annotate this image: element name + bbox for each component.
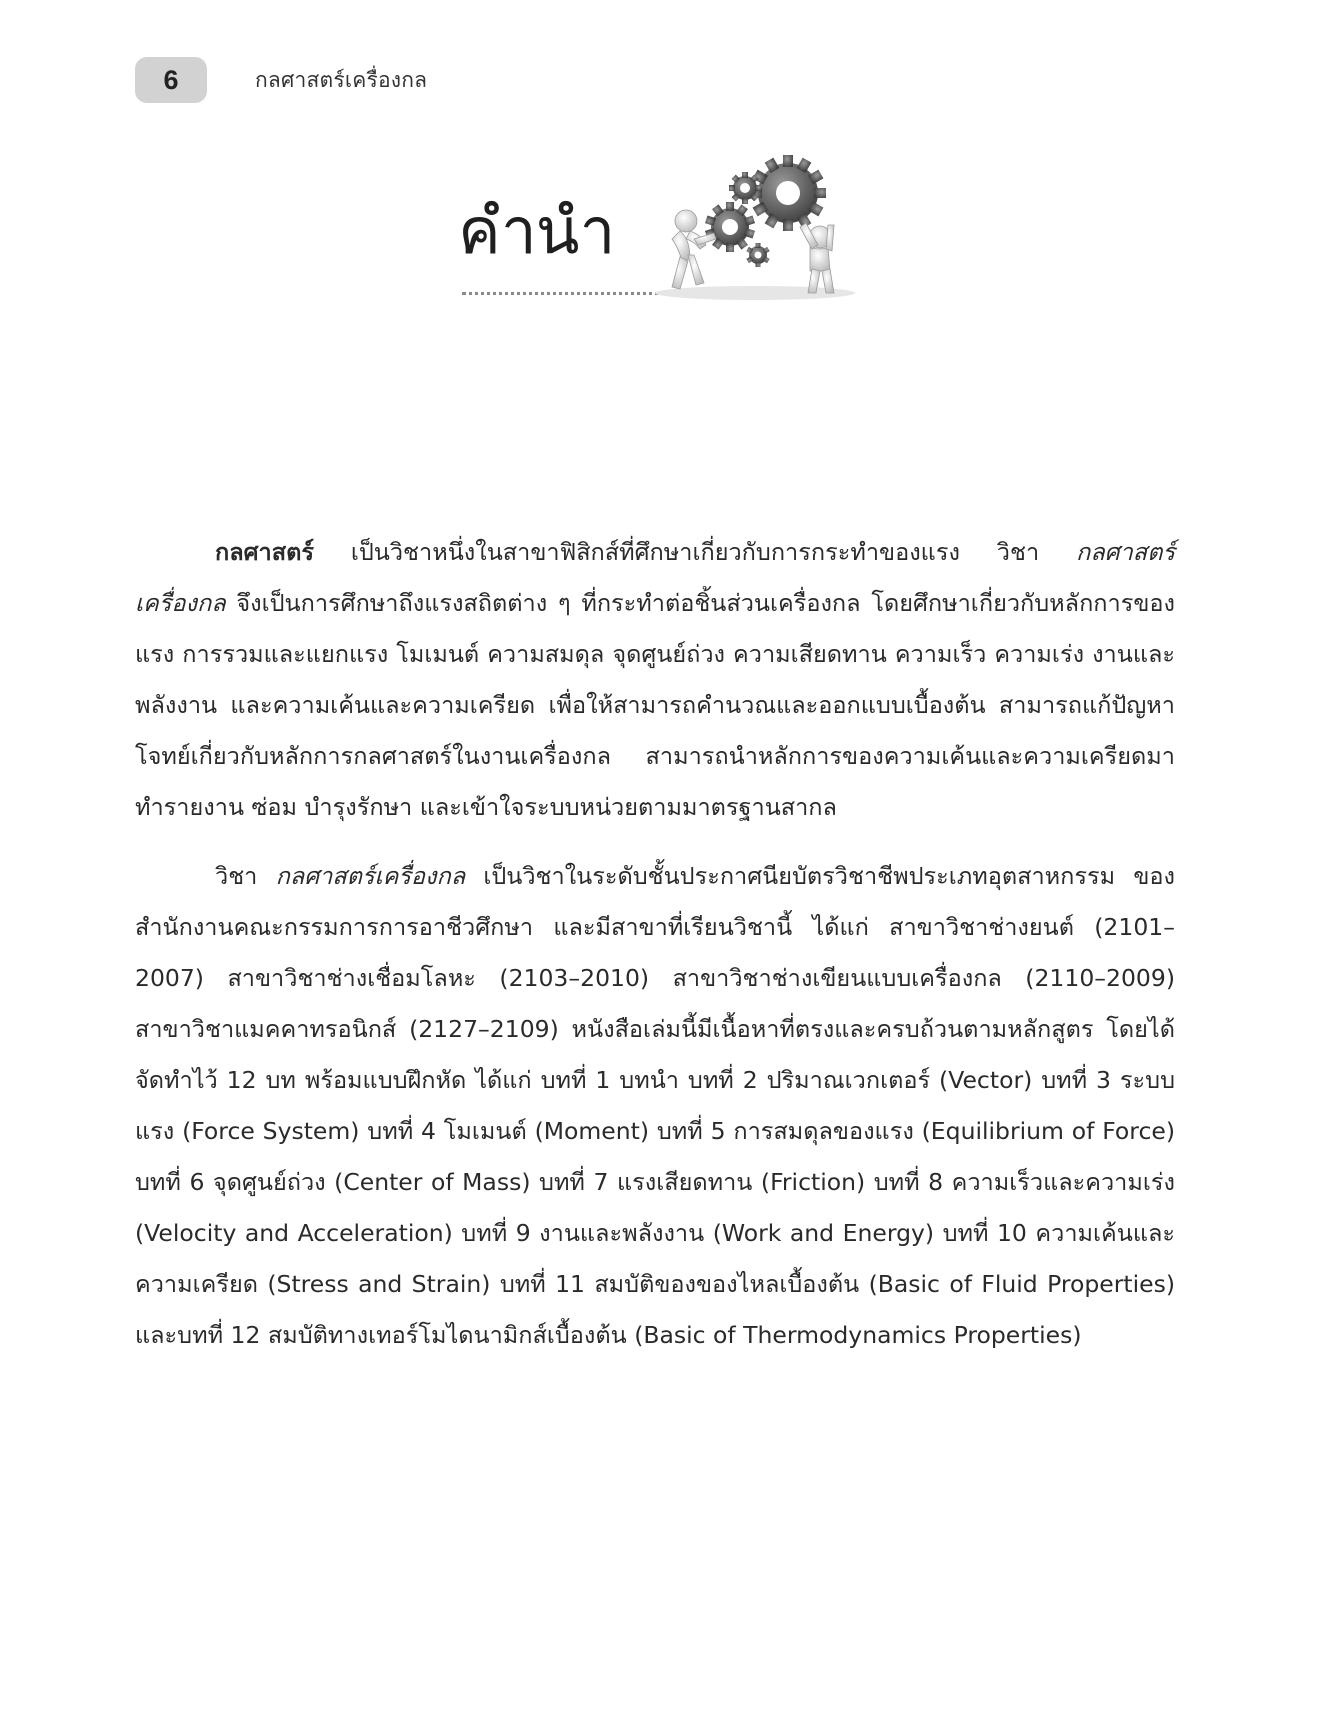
paragraph-1-run-2: เป็นวิชาหนึ่งในสาขาฟิสิกส์ที่ศึกษาเกี่ยวกับการกระทำของแรง วิชา	[313, 538, 1077, 566]
page-number-badge	[135, 57, 207, 103]
paragraph-1-run-3: กลศาสตร์เครื่องกล	[135, 538, 1175, 617]
paragraph-2-run-2: กลศาสตร์เครื่องกล	[275, 862, 466, 890]
paragraph-2-run-1: วิชา	[215, 862, 276, 890]
preface-body	[135, 527, 1175, 1379]
title-dotted-rule	[462, 292, 672, 295]
paragraph-2-run-3: เป็นวิชาในระดับชั้นประกาศนียบัตรวิชาชีพประเภทอุตสาหกรรม ของสำนักงานคณะกรรมการการอาชีวศึกษา และมีสาขาที่เรียนวิชานี้ ได้แก่ สาขาวิชาช่างยนต์ (2101–2007) สาขาวิชาช่างเชื่อมโลหะ (2103–2010) สาขาวิชาช่างเขียนแบบเครื่องกล (2110–2009) สาขาวิชาแมคคาทรอนิกส์ (2127–2109) หนังสือเล่มนี้มีเนื้อหาที่ตรงและครบถ้วนตามหลักสูตร โดยได้จัดทำไว้ 12 บท พร้อมแบบฝึกหัด ได้แก่ บทที่ 1 บทนำ บทที่ 2 ปริมาณเวกเตอร์ (Vector) บทที่ 3 ระบบแรง (Force System) บทที่ 4 โมเมนต์ (Moment) บทที่ 5 การสมดุลของแรง (Equilibrium of Force) บทที่ 6 จุดศูนย์ถ่วง (Center of Mass) บทที่ 7 แรงเสียดทาน (Friction) บทที่ 8 ความเร็วและความเร่ง (Velocity and Acceleration) บทที่ 9 งานและพลังงาน (Work and Energy) บทที่ 10 ความเค้นและความเครียด (Stress and Strain) บทที่ 11 สมบัติของของไหลเบื้องต้น (Basic of Fluid Properties) และบทที่ 12 สมบัติทางเทอร์โมไดนามิกส์เบื้องต้น (Basic of Thermodynamics Properties)	[135, 862, 1175, 1349]
large-gear-icon	[750, 155, 826, 231]
page-number: 6	[163, 64, 179, 95]
paragraph-2	[135, 851, 1175, 1361]
paragraph-1	[135, 527, 1175, 833]
running-header-title: กลศาสตร์เครื่องกล	[255, 68, 428, 92]
title-block	[458, 195, 615, 269]
paragraph-1-run-1: กลศาสตร์	[215, 538, 314, 566]
paragraph-1-run-4: จึงเป็นการศึกษาถึงแรงสถิตต่าง ๆ ที่กระทำต่อชิ้นส่วนเครื่องกล โดยศึกษาเกี่ยวกับหลักการของแรง การรวมและแยกแรง โมเมนต์ ความสมดุล จุดศูนย์ถ่วง ความเสียดทาน ความเร็ว ความเร่ง งานและพลังงาน และความเค้นและความเครียด เพื่อให้สามารถคำนวณและออกแบบเบื้องต้น สามารถแก้ปัญหาโจทย์เกี่ยวกับหลักการกลศาสตร์ในงานเครื่องกล สามารถนำหลักการของความเค้นและความเครียดมาทำรายงาน ซ่อม บำรุงรักษา และเข้าใจระบบหน่วยตามมาตรฐานสากล	[135, 589, 1175, 821]
page-title: คำนำ	[458, 195, 615, 269]
gears-people-icon	[650, 155, 860, 305]
